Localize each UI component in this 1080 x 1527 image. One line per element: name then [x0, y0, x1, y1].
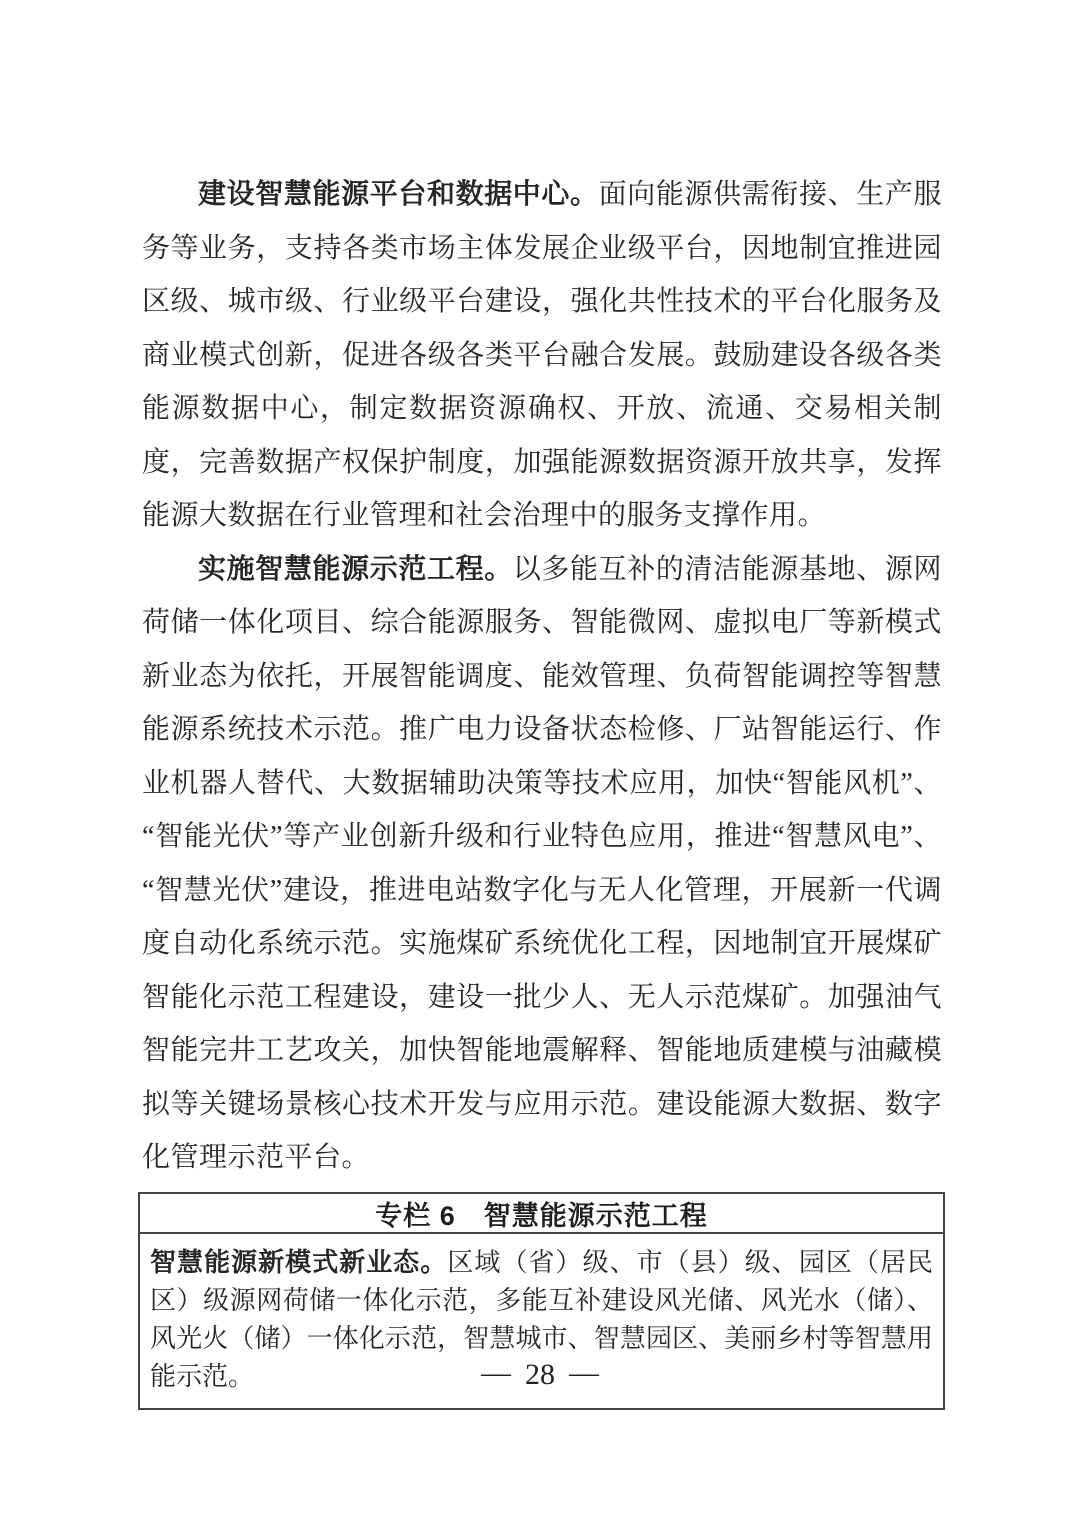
body-text: [142, 168, 942, 1185]
page-number: [0, 1358, 1080, 1392]
paragraph-lead: 实施智慧能源示范工程。: [198, 553, 513, 585]
page-number-value: 28: [525, 1358, 555, 1391]
paragraph-smart-energy-platform: [142, 168, 942, 543]
paragraph-body: 以多能互补的清洁能源基地、源网荷储一体化项目、综合能源服务、智能微网、虚拟电厂等新模式新业态为依托，开展智能调度、能效管理、负荷智能调控等智慧能源系统技术示范。推广电力设备状态检修、厂站智能运行、作业机器人替代、大数据辅助决策等技术应用，加快“智能风机”、“智能光伏”等产业创新升级和行业特色应用，推进“智慧风电”、“智慧光伏”建设，推进电站数字化与无人化管理，开展新一代调度自动化系统示范。实施煤矿系统优化工程，因地制宜开展煤矿智能化示范工程建设，建设一批少人、无人示范煤矿。加强油气智能完井工艺攻关，加快智能地震解释、智能地质建模与油藏模拟等关键场景核心技术开发与应用示范。建设能源大数据、数字化管理示范平台。: [142, 553, 942, 1173]
callout-box-title: 专栏 6 智慧能源示范工程: [140, 1194, 943, 1234]
callout-text: 区域（省）级、市（县）级、园区（居民区）级源网荷储一体化示范，多能互补建设风光储、风光水（储）、风光火（储）一体化示范，智慧城市、智慧园区、美丽乡村等智慧用能示范。: [150, 1248, 933, 1391]
callout-lead: 智慧能源新模式新业态。: [150, 1247, 448, 1277]
page-number-dash-left: —: [481, 1356, 511, 1389]
page-number-dash-right: —: [569, 1356, 599, 1389]
paragraph-body: 面向能源供需衔接、生产服务等业务，支持各类市场主体发展企业级平台，因地制宜推进园区级、城市级、行业级平台建设，强化共性技术的平台化服务及商业模式创新，促进各级各类平台融合发展。鼓励建设各级各类能源数据中心，制定数据资源确权、开放、流通、交易相关制度，完善数据产权保护制度，加强能源数据资源开放共享，发挥能源大数据在行业管理和社会治理中的服务支撑作用。: [142, 179, 942, 531]
paragraph-demo-project: [142, 543, 942, 1185]
paragraph-lead: 建设智慧能源平台和数据中心。: [198, 179, 599, 210]
